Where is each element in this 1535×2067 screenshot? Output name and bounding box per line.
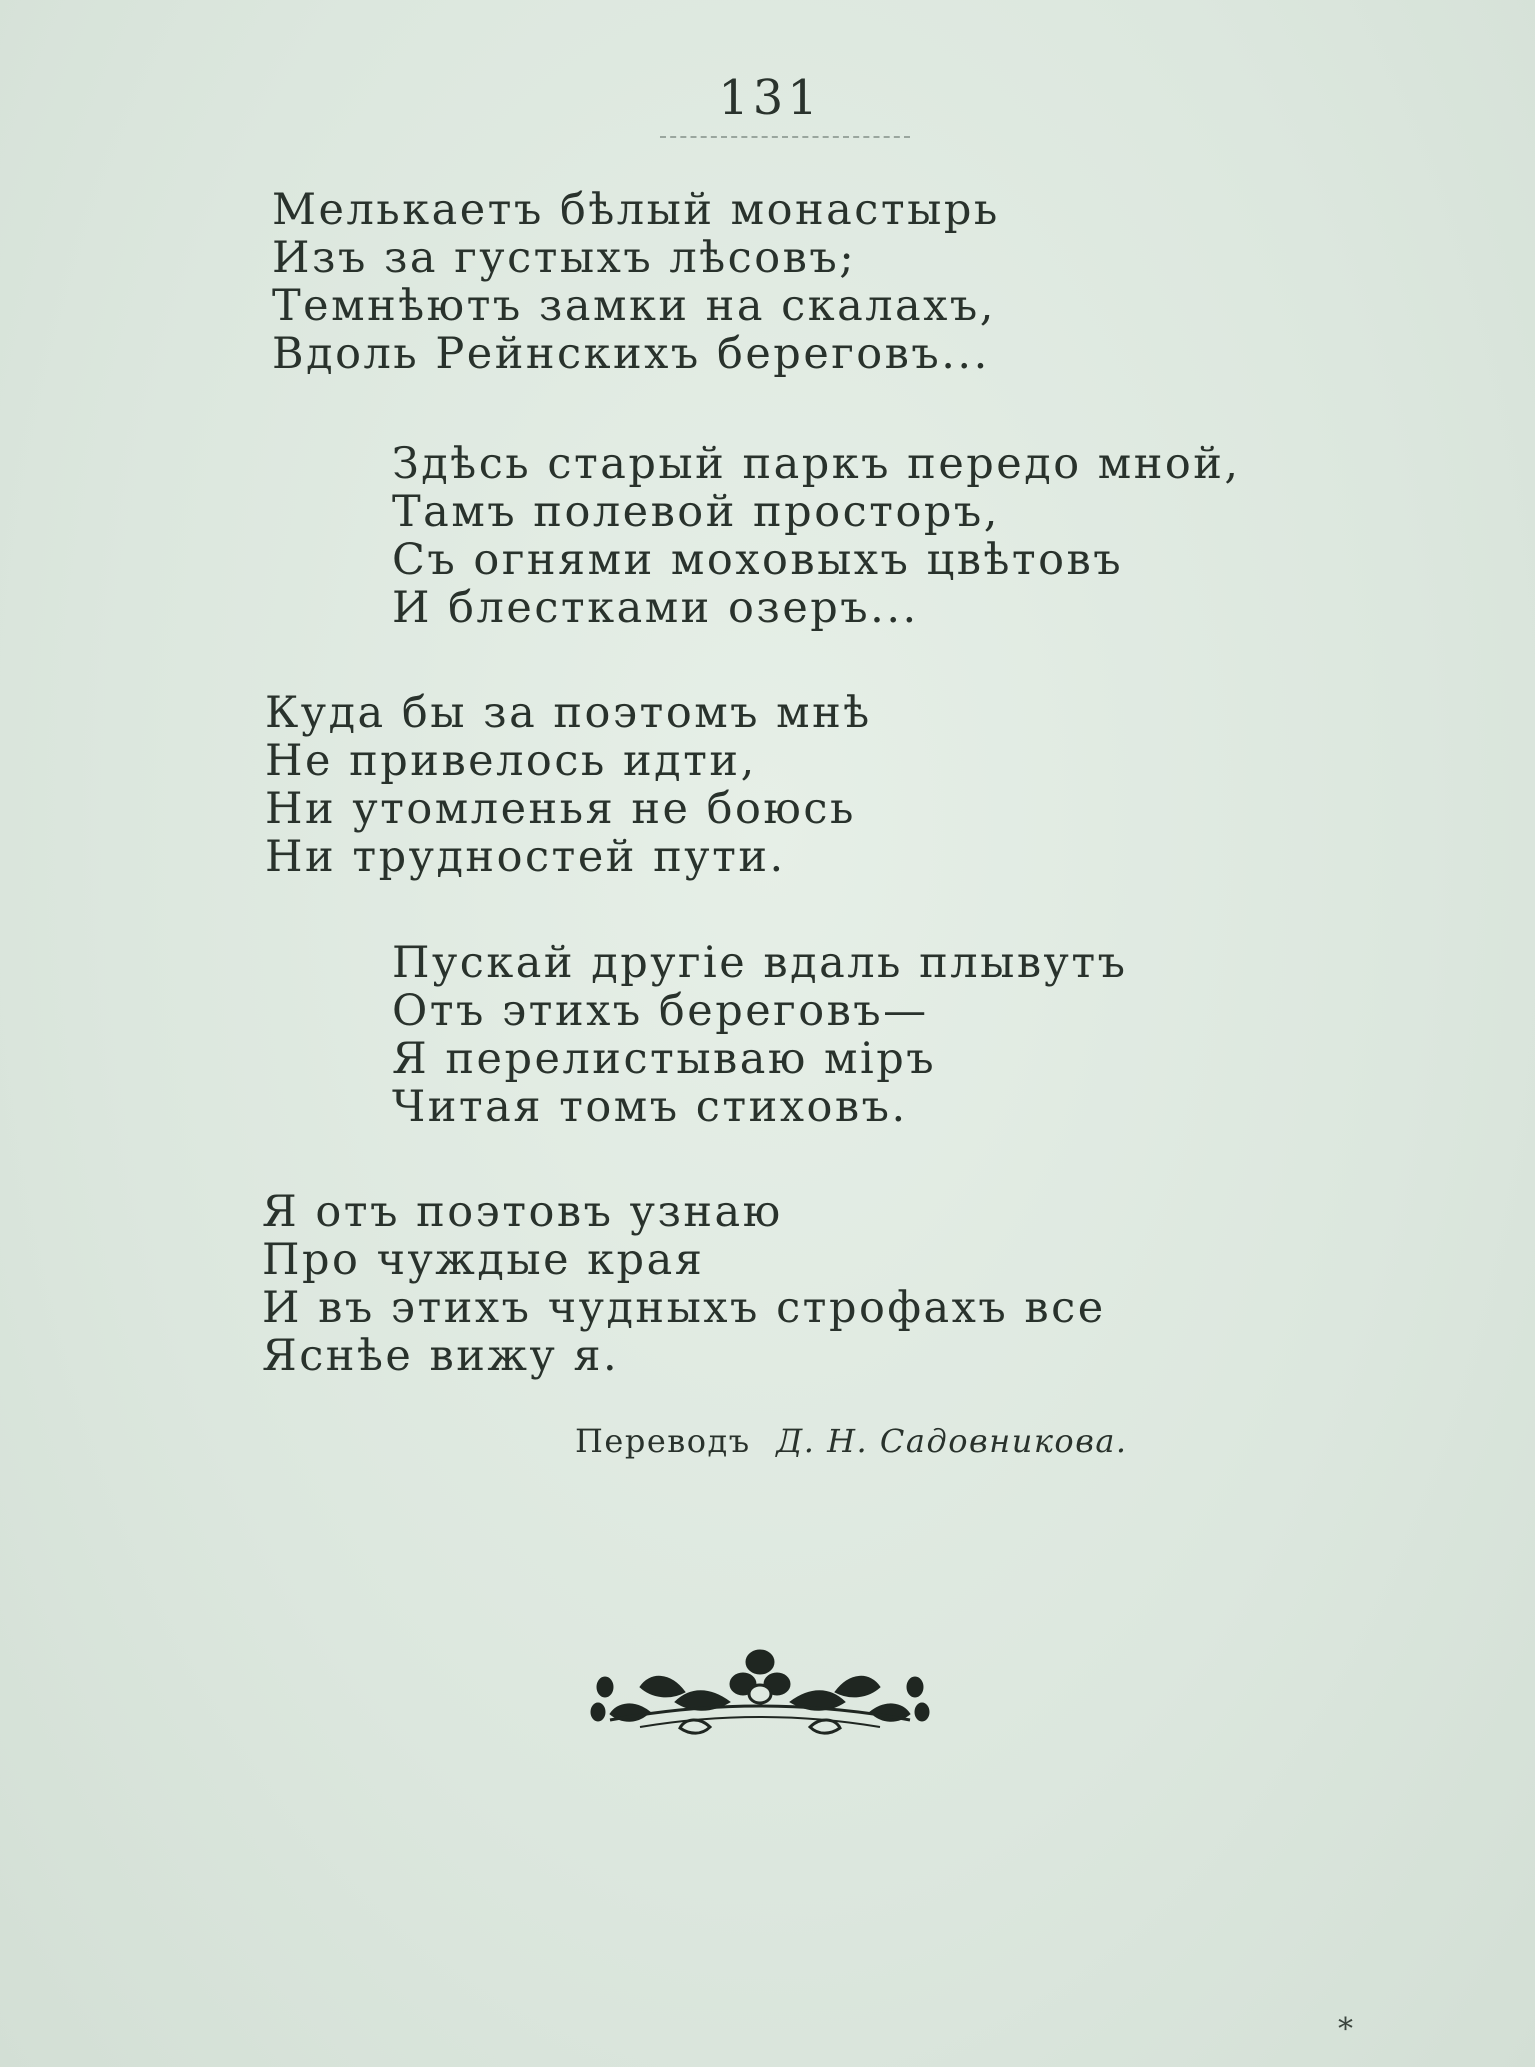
verse-line: Куда бы за поэтомъ мнѣ — [265, 688, 872, 738]
verse-line: Изъ за густыхъ лѣсовъ; — [272, 233, 857, 283]
stanza-4 — [392, 939, 1128, 1131]
verse-line: Здѣсь старый паркъ передо мной, — [392, 439, 1241, 489]
verse-line: Темнѣютъ замки на скалахъ, — [272, 281, 996, 331]
verse-line: Пускай другіе вдаль плывутъ — [392, 938, 1128, 988]
signature-mark: * — [1338, 2012, 1353, 2047]
verse-line: Ни трудностей пути. — [265, 832, 786, 882]
verse-line: Вдоль Рейнскихъ береговъ... — [272, 329, 990, 379]
verse-line: Не привелось идти, — [265, 736, 757, 786]
acorn-oak-leaf-vignette-icon — [580, 1632, 940, 1742]
stanza-1 — [272, 186, 1000, 378]
stanza-5 — [262, 1188, 1106, 1380]
translation-label: Переводъ — [575, 1422, 751, 1460]
stanza-3 — [265, 689, 872, 881]
verse-line: Съ огнями моховыхъ цвѣтовъ — [392, 535, 1124, 585]
header-rule — [660, 136, 910, 138]
verse-line: Читая томъ стиховъ. — [392, 1082, 908, 1132]
verse-line: Про чуждые края — [262, 1235, 705, 1285]
translator-name: Д. Н. Садовникова. — [776, 1422, 1128, 1460]
verse-line: Мелькаетъ бѣлый монастырь — [272, 185, 1000, 235]
verse-line: И блестками озеръ... — [392, 583, 919, 633]
translation-attribution — [575, 1422, 1128, 1460]
stanza-2 — [392, 440, 1241, 632]
verse-line: Я перелистываю міръ — [392, 1034, 937, 1084]
verse-line: Ни утомленья не боюсь — [265, 784, 856, 834]
verse-line: Яснѣе вижу я. — [262, 1331, 620, 1381]
page-number: 131 — [718, 70, 822, 126]
verse-line: Отъ этихъ береговъ— — [392, 986, 929, 1036]
verse-line: И въ этихъ чудныхъ строфахъ все — [262, 1283, 1106, 1333]
verse-line: Я отъ поэтовъ узнаю — [262, 1187, 783, 1237]
verse-line: Тамъ полевой просторъ, — [392, 487, 1000, 537]
